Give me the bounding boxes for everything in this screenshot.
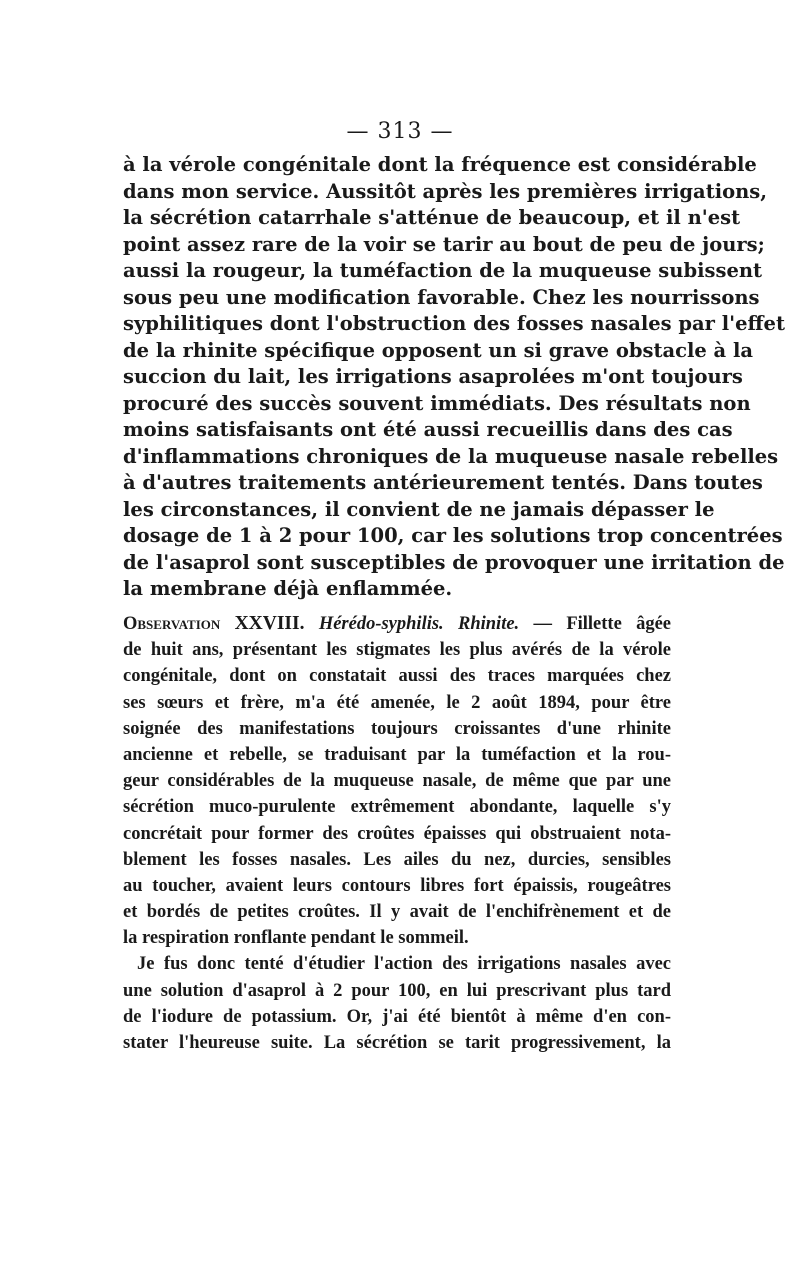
text-line: sous peu une modification favorable. Chez les nourrissons (123, 285, 760, 309)
text-line: blement les fosses nasales. Les ailes du nez, durcies, sensibles (123, 849, 671, 870)
text-line: stater l'heureuse suite. La sécrétion se tarit progressivement, la (123, 1033, 671, 1053)
text-line: concrétait pour former des croûtes épaisses qui obstruaient nota- (123, 823, 671, 844)
text-line: soignée des manifestations toujours croissantes d'une rhinite (123, 718, 671, 739)
text-line: Je fus donc tenté d'étudier l'action des irrigations nasales avec (137, 954, 671, 975)
text-line: au toucher, avaient leurs contours libres fort épaissis, rougeâtres (123, 875, 671, 896)
text-line: de huit ans, présentant les stigmates les plus avérés de la vérole (123, 640, 671, 661)
text-line: de la rhinite spécifique opposent un si grave obstacle à la (123, 338, 754, 362)
text-line: la membrane déjà enflammée. (123, 577, 453, 600)
text-line: sécrétion muco-purulente extrêmement abondante, laquelle s'y (123, 797, 671, 818)
text-line: et bordés de petites croûtes. Il y avait de l'enchifrènement et de (123, 902, 671, 923)
text-line: geur considérables de la muqueuse nasale, de même que par une (123, 771, 671, 792)
observation-number: XXVIII. (234, 613, 305, 634)
text-line: à la vérole congénitale dont la fréquence est considérable (123, 153, 757, 176)
observation-heading-line (123, 611, 671, 637)
text-line: la sécrétion catarrhale s'atténue de beaucoup, et il n'est (123, 206, 741, 229)
text-line: dosage de 1 à 2 pour 100, car les solutions trop concentrées (123, 524, 783, 547)
text-line: dans mon service. Aussitôt après les premières irrigations, (123, 179, 768, 203)
text-line: congénitale, dont on constatait aussi des traces marquées chez (123, 666, 671, 687)
text-line: ses sœurs et frère, m'a été amenée, le 2 août 1894, pour être (123, 692, 671, 713)
text-line: d'inflammations chroniques de la muqueuse nasale rebelles (123, 444, 779, 468)
text-line: une solution d'asaprol à 2 pour 100, en lui prescrivant plus tard (123, 980, 671, 1001)
observation-xxviii (123, 611, 671, 1056)
text-line: de l'iodure de potassium. Or, j'ai été bientôt à même d'en con- (123, 1006, 671, 1027)
paragraph-asaprol-results (123, 152, 785, 603)
text-line: procuré des succès souvent immédiats. Des résultats non (123, 391, 751, 415)
text-line: aussi la rougeur, la tuméfaction de la muqueuse subissent (123, 259, 763, 282)
text-line: ancienne et rebelle, se traduisant par la tuméfaction et la rou- (123, 744, 671, 765)
observation-title: Hérédo-syphilis. Rhinite. (318, 614, 520, 634)
text-line: moins satisfaisants ont été aussi recueillis dans des cas (123, 418, 733, 441)
text-line: syphilitiques dont l'obstruction des fosses nasales par l'effet (123, 312, 785, 335)
text-line: de l'asaprol sont susceptibles de provoquer une irritation de (123, 550, 785, 574)
observation-label: Observation (123, 614, 221, 634)
text-line: la respiration ronflante pendant le sommeil. (123, 928, 469, 949)
text-line: à d'autres traitements antérieurement tentés. Dans toutes (123, 471, 763, 494)
page-number: — 313 — (346, 119, 454, 144)
observation-first-line-rest: — Fillette âgée (533, 614, 672, 634)
text-line: succion du lait, les irrigations asaprolées m'ont toujours (123, 365, 743, 388)
text-line: les circonstances, il convient de ne jamais dépasser le (123, 497, 715, 521)
text-line: point assez rare de la voir se tarir au bout de peu de jours; (123, 232, 765, 256)
